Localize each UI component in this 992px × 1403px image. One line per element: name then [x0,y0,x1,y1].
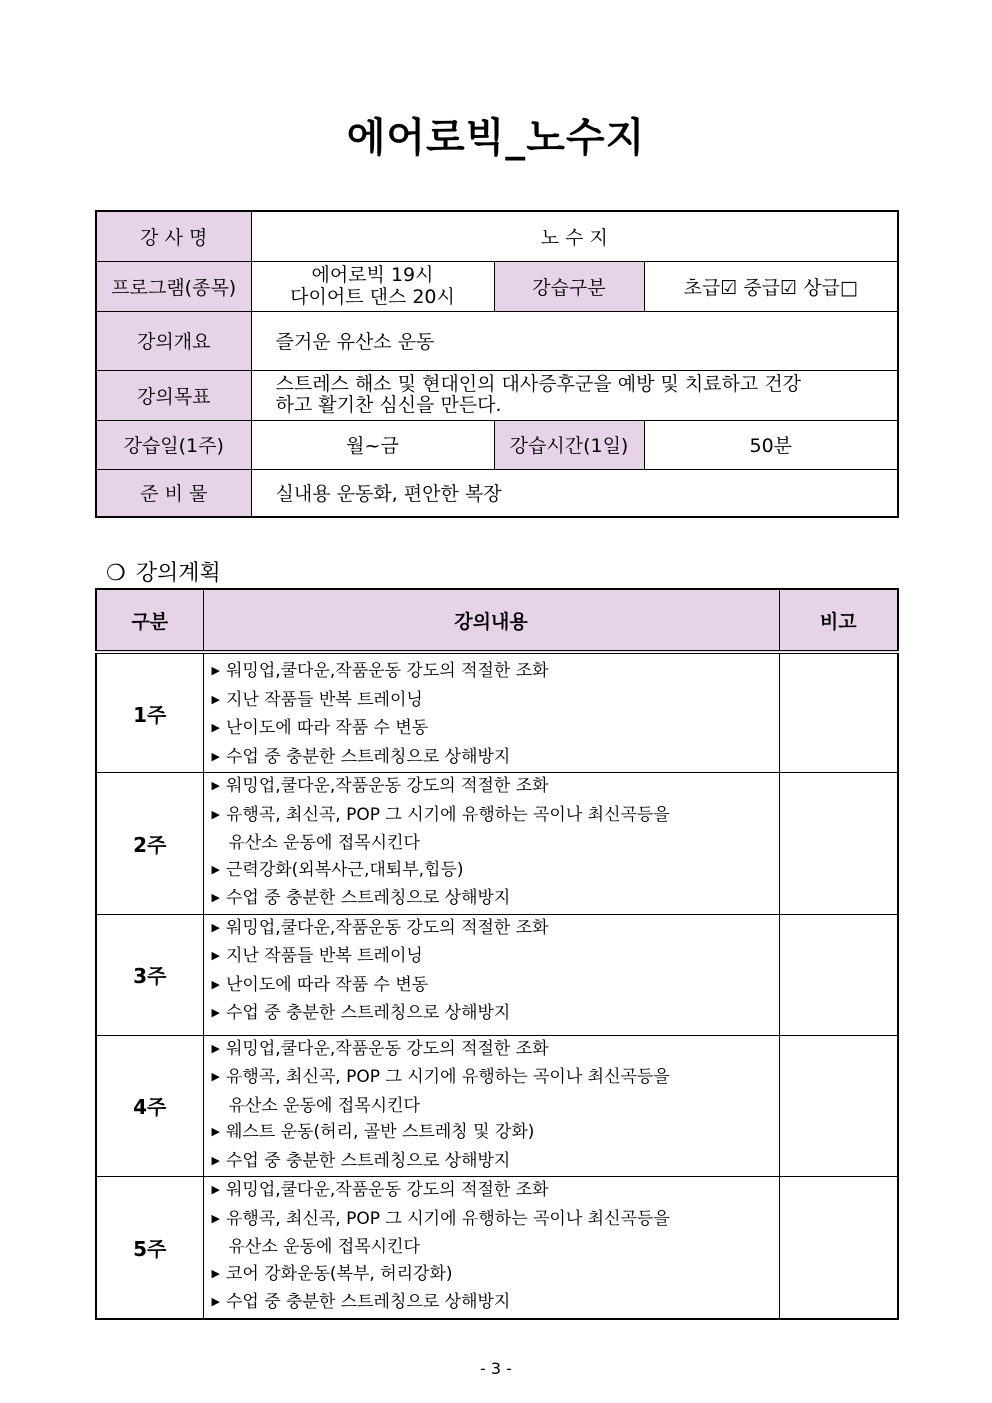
content-cell [203,773,779,915]
triangle-bullet-icon: ▶ [211,862,220,876]
content-cell [203,1177,779,1319]
week-cell: 4주 [96,1035,203,1177]
page-number: - 3 - [480,1359,512,1378]
item-text: 유행곡, 최신곡, POP 그 시기에 유행하는 곡이나 최신곡등을 [225,1208,670,1229]
triangle-bullet-icon: ▶ [211,1183,220,1196]
section-heading [106,556,221,587]
item-text: 수업 중 충분한 스트레칭으로 상해방지 [225,1150,511,1171]
list-item [212,1093,779,1120]
goal-value [251,370,898,420]
item-text: 난이도에 따라 작품 수 변동 [225,974,429,995]
instructor-value: 노 수 지 [251,211,898,261]
note-cell [779,1177,898,1319]
list-item [212,972,779,1001]
triangle-bullet-icon: ▶ [211,1266,220,1280]
course-info-table [95,210,899,518]
program-line: 에어로빅 19시 [311,264,434,286]
item-text: 수업 중 충분한 스트레칭으로 상해방지 [225,1003,511,1023]
content-list [212,915,779,1029]
table-row [96,1035,898,1177]
header-note: 비고 [779,589,898,652]
table-row [96,773,898,915]
days-label: 강습일(1주) [96,420,251,469]
list-item [212,773,779,802]
week-cell: 5주 [96,1177,203,1319]
header-content: 강의내용 [203,589,779,652]
note-cell [779,914,898,1035]
time-label: 강습시간(1일) [494,420,644,469]
instructor-label: 강 사 명 [96,211,251,261]
header-week: 구분 [96,589,203,652]
week-cell: 1주 [96,652,203,773]
section-title: 강의계획 [135,561,221,586]
content-cell [203,914,779,1035]
time-value: 50분 [644,420,898,469]
list-item [212,830,779,857]
content-list [212,658,779,772]
item-text: 수업 중 충분한 스트레칭으로 상해방지 [225,1292,511,1312]
list-item [212,1064,779,1093]
item-text: 워밍업,쿨다운,작품운동 강도의 적절한 조화 [225,776,549,796]
item-text-continued: 유산소 운동에 접목시킨다 [228,1095,420,1116]
lesson-plan-table [95,588,899,1320]
item-text: 유행곡, 최신곡, POP 그 시기에 유행하는 곡이나 최신곡등을 [225,1067,670,1087]
triangle-bullet-icon: ▶ [211,1006,220,1019]
item-text: 수업 중 충분한 스트레칭으로 상해방지 [225,888,511,908]
triangle-bullet-icon: ▶ [211,779,220,792]
item-text: 워밍업,쿨다운,작품운동 강도의 적절한 조화 [225,917,549,938]
list-item [212,857,779,886]
list-item [212,915,779,944]
table-row [96,652,898,773]
item-text: 근력강화(외복사근,대퇴부,힙등) [225,859,464,880]
goal-label: 강의목표 [96,370,251,420]
triangle-bullet-icon: ▶ [211,1211,220,1225]
program-value [251,261,494,311]
program-line: 다이어트 댄스 20시 [290,286,455,308]
list-item [212,715,779,744]
note-cell [779,652,898,773]
triangle-bullet-icon: ▶ [211,1125,220,1138]
overview-label: 강의개요 [96,311,251,370]
item-text: 난이도에 따라 작품 수 변동 [225,718,429,738]
item-text: 지난 작품들 반복 트레이닝 [225,946,423,966]
list-item [212,885,779,914]
table-row [96,914,898,1035]
goal-line: 하고 활기찬 심신을 만든다. [275,394,502,416]
triangle-bullet-icon: ▶ [211,664,220,677]
circle-bullet-icon: ❍ [106,561,126,586]
list-item [212,1177,779,1206]
item-text: 수업 중 충분한 스트레칭으로 상해방지 [225,746,511,767]
item-text-continued: 유산소 운동에 접목시킨다 [228,833,420,853]
list-item [212,1261,779,1290]
triangle-bullet-icon: ▶ [211,721,220,734]
content-cell [203,1035,779,1177]
program-label: 프로그램(종목) [96,261,251,311]
list-item [212,802,779,831]
list-item [212,1036,779,1065]
triangle-bullet-icon: ▶ [211,920,220,934]
item-text: 워밍업,쿨다운,작품운동 강도의 적절한 조화 [225,1180,549,1200]
list-item [212,744,779,773]
note-cell [779,1035,898,1177]
item-text: 워밍업,쿨다운,작품운동 강도의 적절한 조화 [225,661,549,681]
triangle-bullet-icon: ▶ [211,1070,220,1083]
overview-value: 즐거운 유산소 운동 [251,311,898,370]
list-item [212,1289,779,1318]
list-item [212,687,779,716]
table-row [96,1177,898,1319]
list-item [212,1119,779,1148]
item-text: 웨스트 운동(허리, 골반 스트레칭 및 강화) [225,1122,535,1142]
list-item [212,658,779,687]
page-title: 에어로빅_노수지 [346,115,646,161]
days-value: 월~금 [251,420,494,469]
triangle-bullet-icon: ▶ [211,949,220,962]
list-item [212,1000,779,1029]
week-cell: 3주 [96,914,203,1035]
triangle-bullet-icon: ▶ [211,749,220,763]
triangle-bullet-icon: ▶ [211,1153,220,1167]
item-text: 코어 강화운동(복부, 허리강화) [225,1263,453,1284]
goal-line: 스트레스 해소 및 현대인의 대사증후군을 예방 및 치료하고 건강 [275,373,802,395]
list-item [212,1206,779,1235]
triangle-bullet-icon: ▶ [211,807,220,821]
content-list [212,1177,779,1318]
item-text-continued: 유산소 운동에 접목시킨다 [228,1237,420,1257]
level-value: 초급☑ 중급☑ 상급□ [644,261,898,311]
triangle-bullet-icon: ▶ [211,692,220,706]
prep-label: 준 비 물 [96,469,251,517]
triangle-bullet-icon: ▶ [211,977,220,991]
note-cell [779,773,898,915]
prep-value: 실내용 운동화, 편안한 복장 [251,469,898,517]
item-text: 유행곡, 최신곡, POP 그 시기에 유행하는 곡이나 최신곡등을 [225,804,670,825]
list-item [212,943,779,972]
item-text: 워밍업,쿨다운,작품운동 강도의 적절한 조화 [225,1038,549,1059]
content-list [212,773,779,914]
level-label: 강습구분 [494,261,644,311]
triangle-bullet-icon: ▶ [211,1295,220,1308]
item-text: 지난 작품들 반복 트레이닝 [225,689,423,710]
content-cell [203,652,779,773]
week-cell: 2주 [96,773,203,915]
list-item [212,1148,779,1177]
list-item [212,1234,779,1261]
triangle-bullet-icon: ▶ [211,891,220,904]
triangle-bullet-icon: ▶ [211,1041,220,1055]
content-list [212,1036,779,1177]
